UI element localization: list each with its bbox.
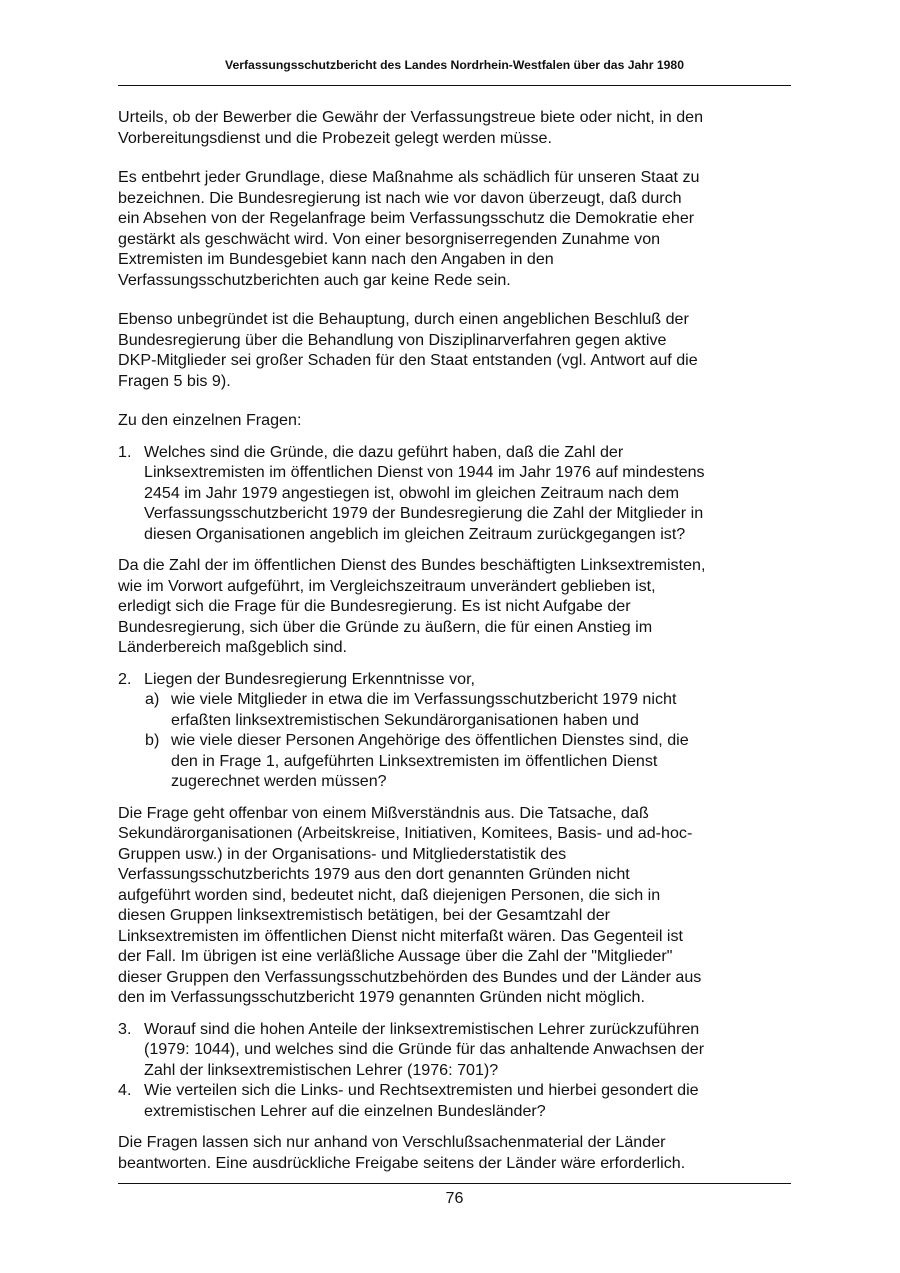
question-2-part-a: a) wie viele Mitglieder in etwa die im Verfassungsschutzbericht 1979 nicht erfaßten linksextremistischen Sekundärorganisationen haben und: [145, 690, 677, 729]
question-number: 2.: [118, 669, 132, 688]
question-4: 4. Wie verteilen sich die Links- und Rechtsextremisten und hierbei gesondert die extremistischen Lehrer auf die einzelnen Bundesländer?: [118, 1081, 699, 1120]
sub-question-letter: b): [145, 731, 160, 749]
sub-question-letter: a): [145, 690, 160, 708]
question-2-part-b: b) wie viele dieser Personen Angehörige des öffentlichen Dienstes sind, die den in Frage 1, aufgeführten Linksextremisten im öffentlichen Dienst zugerechnet werden müssen?: [145, 731, 689, 790]
paragraph-continuation: Urteils, ob der Bewerber die Gewähr der Verfassungstreue biete oder nicht, in den Vorbereitungsdienst und die Probezeit gelegt werden müsse.: [118, 108, 704, 147]
page-number: 76: [445, 1189, 464, 1207]
paragraph-dkp-claim: Ebenso unbegründet ist die Behauptung, durch einen angeblichen Beschluß der Bundesregierung über die Behandlung von Disziplinarverfahren gegen aktive DKP-Mitglieder sei großer Schaden für den Staat entstanden (vgl. Antwort auf die Fragen 5 bis 9).: [118, 310, 698, 390]
header-rule: [118, 85, 791, 86]
footer-rule: [118, 1183, 791, 1184]
question-number: 3.: [118, 1019, 132, 1038]
paragraph-measure-not-harmful: Es entbehrt jeder Grundlage, diese Maßnahme als schädlich für unseren Staat zu bezeichnen. Die Bundesregierung ist nach wie vor davon überzeugt, daß durch ein Absehen von der Regelanfrage beim Verfassungsschutz die Demokratie eher gestärkt als geschwächt wird. Von einer besorgniserregenden Zunahme von Extremisten im Bundesgebiet kann nach den Angaben in den Verfassungsschutzberichten auch gar keine Rede sein.: [118, 168, 700, 289]
running-header: Verfassungsschutzbericht des Landes Nordrhein-Westfalen über das Jahr 1980: [225, 58, 684, 72]
answer-3-4: Die Fragen lassen sich nur anhand von Verschlußsachenmaterial der Länder beantworten. Eine ausdrückliche Freigabe seitens der Länder wäre erforderlich.: [118, 1133, 686, 1172]
questions-intro: Zu den einzelnen Fragen:: [118, 411, 302, 429]
question-1: 1. Welches sind die Gründe, die dazu geführt haben, daß die Zahl der Linksextremisten im öffentlichen Dienst von 1944 im Jahr 1976 auf mindestens 2454 im Jahr 1979 angestiegen ist, obwohl im gleichen Zeitraum nach dem Verfassungsschutzbericht 1979 der Bundesregierung die Zahl der Mitglieder in diesen Organisationen angeblich im gleichen Zeitraum zurückgegangen ist?: [118, 442, 705, 543]
page-body: [118, 107, 793, 1173]
question-2: 2. Liegen der Bundesregierung Erkenntnisse vor,: [118, 669, 476, 688]
question-number: 1.: [118, 442, 132, 461]
question-number: 4.: [118, 1081, 132, 1099]
answer-1: Da die Zahl der im öffentlichen Dienst des Bundes beschäftigten Linksextremisten, wie im Vorwort aufgeführt, im Vergleichszeitraum unverändert geblieben ist, erledigt sich die Frage für die Bundesregierung. Es ist nicht Aufgabe der Bundesregierung, sich über die Gründe zu äußern, die für einen Anstieg im Länderbereich maßgeblich sind.: [118, 556, 706, 656]
answer-2: Die Frage geht offenbar von einem Mißverständnis aus. Die Tatsache, daß Sekundärorganisationen (Arbeitskreise, Initiativen, Komitees, Basis- und ad-hoc- Gruppen usw.) in der Organisations- und Mitgliederstatistik des Verfassungsschutzberichts 1979 aus den dort genannten Gründen nicht aufgeführt worden sind, bedeutet nicht, daß diejenigen Personen, die sich in diesen Gruppen linksextremistisch betätigen, bei der Gesamtzahl der Linksextremisten im öffentlichen Dienst nicht miterfaßt wären. Das Gegenteil ist der Fall. Im übrigen ist eine verläßliche Aussage über die Zahl der "Mitglieder" dieser Gruppen den Verfassungsschutzbehörden des Bundes und der Länder aus den im Verfassungsschutzbericht 1979 genannten Gründen nicht möglich.: [118, 803, 702, 1006]
question-3: 3. Worauf sind die hohen Anteile der linksextremistischen Lehrer zurückzuführen (1979: 1044), und welches sind die Gründe für das anhaltende Anwachsen der Zahl der linksextremistischen Lehrer (1976: 701)?: [118, 1019, 705, 1079]
